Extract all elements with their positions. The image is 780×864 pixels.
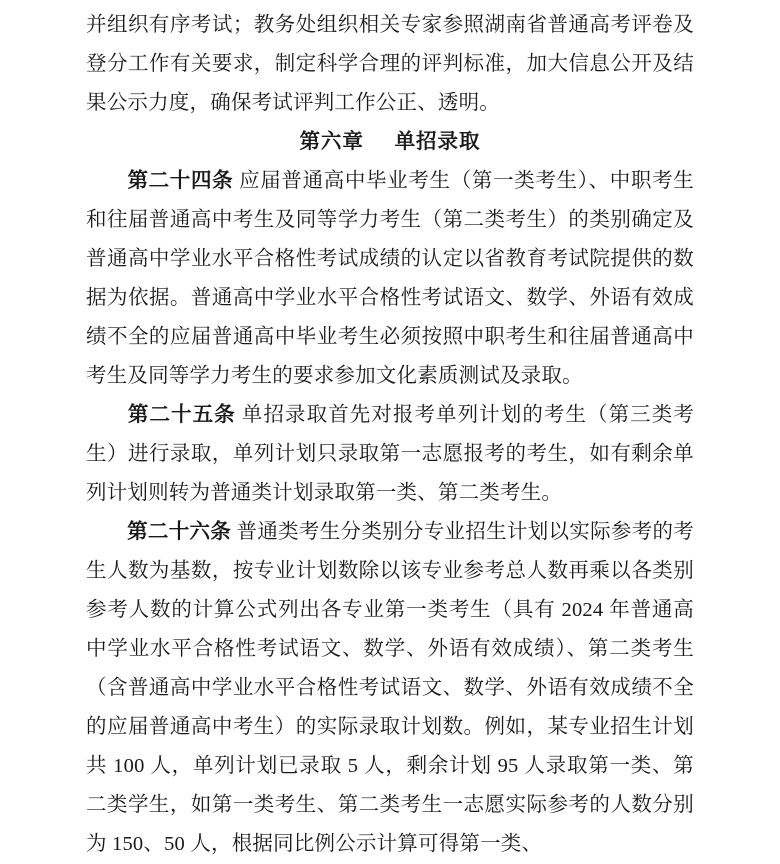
chapter-heading <box>86 123 694 162</box>
article-number: 第二十五条 <box>127 404 236 426</box>
chapter-number: 第六章 <box>299 131 364 153</box>
chapter-title: 单招录取 <box>394 131 481 153</box>
article-text: 普通类考生分类别分专业招生计划以实际参考的考生人数为基数，按专业计划数除以该专业参考总人数再乘以各类别参考人数的计算公式列出各专业第一类考生（具有 2024 年普通高中学业水平合格性考试语文、数学、外语有效成绩）、第二类考生（含普通高中学业水平合格性考试语文、数学、外语有效成绩不全的应届普通高中考生）的实际录取计划数。例如，某专业招生计划共 100 人，单列计划已录取 5 人，剩余计划 95 人录取第一类、第二类学生，如第一类考生、第二类考生一志愿实际参考的人数分别为 150、50 人，根据同比例公示计算可得第一类、 <box>86 521 695 855</box>
article-26 <box>86 513 694 864</box>
article-text: 单招录取首先对报考单列计划的考生（第三类考生）进行录取，单列计划只录取第一志愿报考的考生，如有剩余单列计划则转为普通类计划录取第一类、第二类考生。 <box>86 404 695 504</box>
article-25 <box>86 396 694 513</box>
article-number: 第二十六条 <box>127 521 232 543</box>
article-text: 应届普通高中毕业考生（第一类考生）、中职考生和往届普通高中考生及同等学力考生（第二类考生）的类别确定及普通高中学业水平合格性考试成绩的认定以省教育考试院提供的数据为依据。普通高中学业水平合格性考试语文、数学、外语有效成绩不全的应届普通高中毕业考生必须按照中职考生和往届普通高中考生及同等学力考生的要求参加文化素质测试及录取。 <box>86 170 695 387</box>
article-number: 第二十四条 <box>127 170 234 192</box>
chapter-heading-gap <box>370 131 388 153</box>
paragraph-continued: 并组织有序考试；教务处组织相关专家参照湖南省普通高考评卷及登分工作有关要求，制定科学合理的评判标准，加大信息公开及结果公示力度，确保考试评判工作公正、透明。 <box>86 14 694 114</box>
article-24 <box>86 162 694 396</box>
